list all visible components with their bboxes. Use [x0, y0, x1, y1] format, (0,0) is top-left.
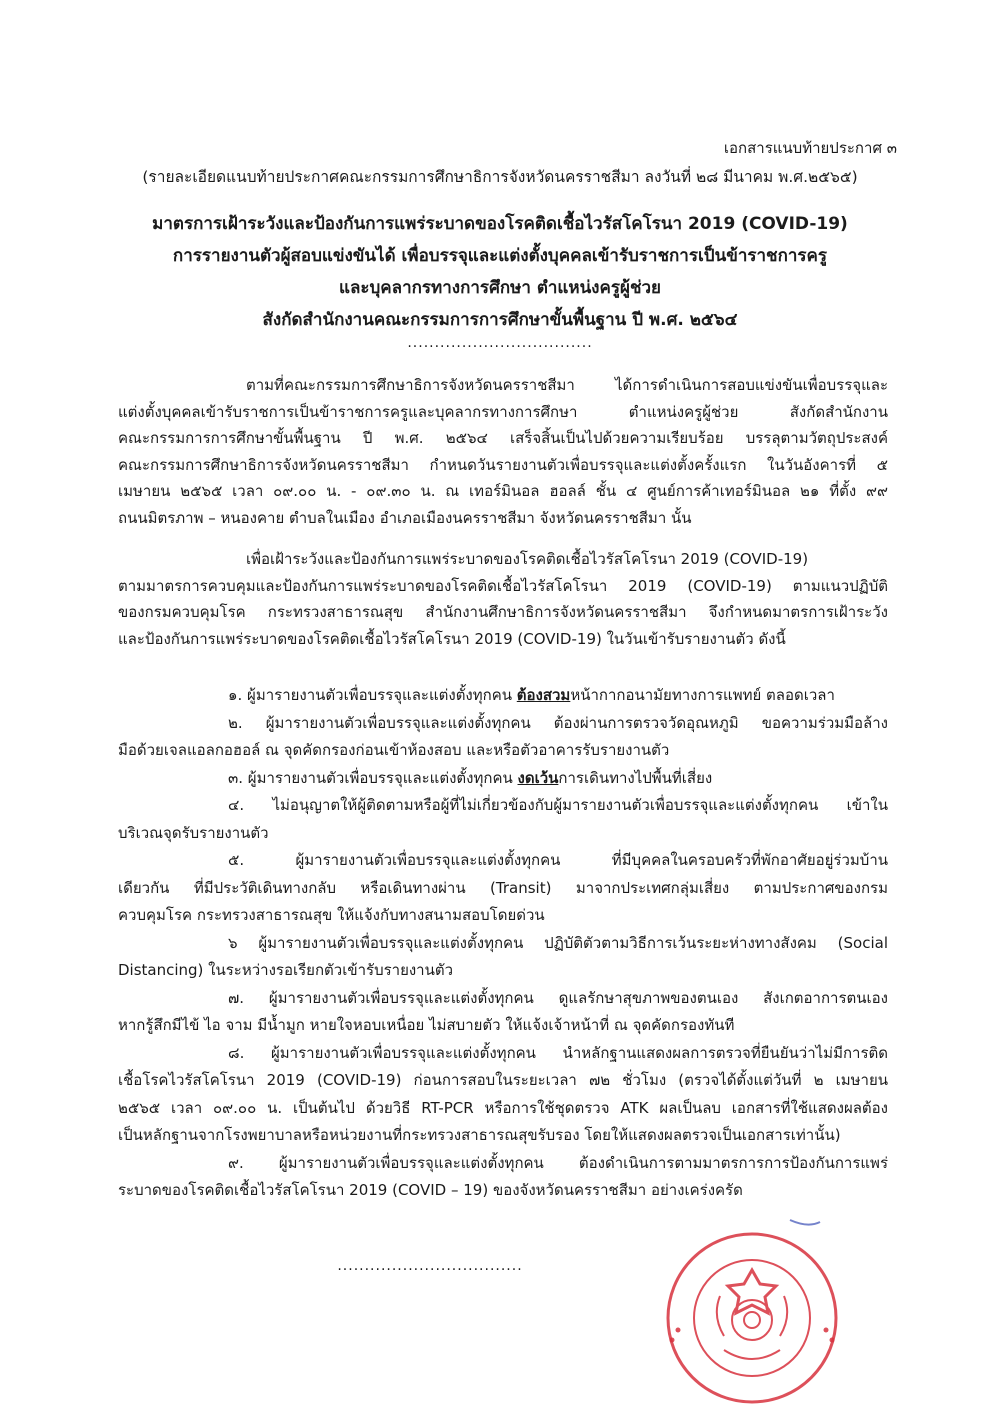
list-item: ๘. ผู้มารายงานตัวเพื่อบรรจุและแต่งตั้งทุกคน นำหลักฐานแสดงผลการตรวจที่ยืนยันว่าไม่มีการติด เชื้อโรคไวรัสโคโรนา 2019 (COVID-19) ก่อนการสอบในระยะเวลา ๗๒ ชั่วโมง (ตรวจได้ตั้งแต่วันที่ ๒ เมษายน ๒๕๖๕ เวลา ๐๙.๐๐ น. เป็นต้นไป ด้วยวิธี RT-PCR หรือการใช้ชุดตรวจ ATK ผลเป็นลบ เอกสารที่ใช้แสดงผลต้อง เป็นหลักฐานจากโรงพยาบาลหรือหน่วยงานที่กระทรวงสาธารณสุขรับรอง โดยให้แสดงผลตรวจเป็นเอกสารเท่านั้น): [118, 1043, 888, 1144]
intro-line: ถนนมิตรภาพ – หนองคาย ตำบลในเมือง อำเภอเมืองนครราชสีมา จังหวัดนครราชสีมา นั้น: [118, 508, 692, 527]
purpose-line: ของกรมควบคุมโรค กระทรวงสาธารณสุข สำนักงานศึกษาธิการจังหวัดนครราชสีมา จึงกำหนดมาตรการเฝ้าระวัง: [118, 603, 888, 621]
emphasis-refrain: งดเว้น: [517, 768, 559, 787]
purpose-line: ตามมาตรการควบคุมและป้องกันการแพร่ระบาดของโรคติดเชื้อไวรัสโคโรนา 2019 (COVID-19) ตามแนวปฏิบัติ: [118, 576, 888, 595]
list-item: ๖ ผู้มารายงานตัวเพื่อบรรจุและแต่งตั้งทุกคน ปฏิบัติตัวตามวิธีการเว้นระยะห่างทางสังคม (Social Distancing) ในระหว่างรอเรียกตัวเข้ารับรายงานตัว: [118, 933, 888, 979]
emphasis-must-wear: ต้องสวม: [516, 686, 571, 704]
title-line-4: สังกัดสำนักงานคณะกรรมการการศึกษาขั้นพื้นฐาน ปี พ.ศ. ๒๕๖๔: [262, 310, 738, 330]
purpose-paragraph: [118, 546, 888, 652]
footer-divider: ..................................: [337, 1258, 523, 1274]
title-line-2: การรายงานตัวผู้สอบแข่งขันได้ เพื่อบรรจุและแต่งตั้งบุคคลเข้ารับราชการเป็นข้าราชการครู: [172, 246, 828, 266]
list-item: ๙. ผู้มารายงานตัวเพื่อบรรจุและแต่งตั้งทุกคน ต้องดำเนินการตามมาตรการการป้องกันการแพร่ ระบาดของโรคติดเชื้อไวรัสโคโรนา 2019 (COVID – 19) ของจังหวัดนครราชสีมา อย่างเคร่งครัด: [118, 1153, 888, 1199]
intro-line: เมษายน ๒๕๖๕ เวลา ๐๙.๐๐ น. - ๐๙.๓๐ น. ณ เทอร์มินอล ฮอลล์ ชั้น ๔ ศูนย์การค้าเทอร์มินอล ๒๑ ที่ตั้ง ๙๙: [118, 482, 888, 500]
intro-line: ตามที่คณะกรรมการศึกษาธิการจังหวัดนครราชสีมา ได้การดำเนินการสอบแข่งขันเพื่อบรรจุและ: [246, 376, 888, 394]
list-item: ๗. ผู้มารายงานตัวเพื่อบรรจุและแต่งตั้งทุกคน ดูแลรักษาสุขภาพของตนเอง สังเกตอาการตนเอง หากรู้สึกมีไข้ ไอ จาม มีน้ำมูก หายใจหอบเหนื่อย ไม่สบายตัว ให้แจ้งเจ้าหน้าที่ ณ จุดคัดกรองทันที: [118, 988, 888, 1034]
purpose-line: เพื่อเฝ้าระวังและป้องกันการแพร่ระบาดของโรคติดเชื้อไวรัสโคโรนา 2019 (COVID-19): [246, 550, 809, 568]
list-item: ๕. ผู้มารายงานตัวเพื่อบรรจุและแต่งตั้งทุกคน ที่มีบุคคลในครอบครัวที่พักอาศัยอยู่ร่วมบ้าน เดียวกัน ที่มีประวัติเดินทางกลับ หรือเดินทางผ่าน (Transit) มาจากประเทศกลุ่มเสี่ยง ตามประกาศของกรม ควบคุมโรค กระทรวงสาธารณสุข ให้แจ้งกับทางสนามสอบโดยด่วน: [118, 851, 888, 924]
intro-line: แต่งตั้งบุคคลเข้ารับราชการเป็นข้าราชการครูและบุคลากรทางการศึกษา ตำแหน่งครูผู้ช่วย สังกัดสำนักงาน: [118, 402, 888, 421]
purpose-line: และป้องกันการแพร่ระบาดของโรคติดเชื้อไวรัสโคโรนา 2019 (COVID-19) ในวันเข้ารับรายงานตัว ดังนี้: [118, 629, 786, 648]
intro-paragraph: [118, 372, 888, 531]
annex-reference: เอกสารแนบท้ายประกาศ ๓: [723, 139, 897, 157]
intro-line: คณะกรรมการการศึกษาขั้นพื้นฐาน ปี พ.ศ. ๒๕๖๔ เสร็จสิ้นเป็นไปด้วยความเรียบร้อย บรรลุตามวัตถุประสงค์: [118, 429, 888, 447]
title-divider: ..................................: [407, 335, 593, 351]
list-item: ๓. ผู้มารายงานตัวเพื่อบรรจุและแต่งตั้งทุกคน งดเว้นการเดินทางไปพื้นที่เสี่ยง: [228, 768, 713, 787]
document-subtitle: (รายละเอียดแนบท้ายประกาศคณะกรรมการศึกษาธิการจังหวัดนครราชสีมา ลงวันที่ ๒๘ มีนาคม พ.ศ.๒๕๖๕): [142, 168, 858, 186]
document-title: [0, 208, 1000, 336]
title-line-3: และบุคลากรทางการศึกษา ตำแหน่งครูผู้ช่วย: [338, 278, 661, 298]
intro-line: คณะกรรมการศึกษาธิการจังหวัดนครราชสีมา กำหนดวันรายงานตัวเพื่อบรรจุและแต่งตั้งครั้งแรก ในวันอังคารที่ ๕: [118, 455, 888, 474]
title-line-1: มาตรการเฝ้าระวังและป้องกันการแพร่ระบาดของโรคติดเชื้อไวรัสโคโรนา 2019 (COVID-19): [152, 214, 848, 234]
list-item: ๑. ผู้มารายงานตัวเพื่อบรรจุและแต่งตั้งทุกคน ต้องสวมหน้ากากอนามัยทางการแพทย์ ตลอดเวลา: [228, 686, 835, 704]
list-item: ๔. ไม่อนุญาตให้ผู้ติดตามหรือผู้ที่ไม่เกี่ยวข้องกับผู้มารายงานตัวเพื่อบรรจุและแต่งตั้งทุกคน เข้าใน บริเวณจุดรับรายงานตัว: [118, 796, 888, 842]
list-item: ๒. ผู้มารายงานตัวเพื่อบรรจุและแต่งตั้งทุกคน ต้องผ่านการตรวจวัดอุณหภูมิ ขอความร่วมมือล้าง มือด้วยเจลแอลกอฮอล์ ณ จุดคัดกรองก่อนเข้าห้องสอบ และหรือตัวอาคารรับรายงานตัว: [118, 713, 888, 759]
measures-list: [118, 682, 888, 1205]
official-seal-stamp: [640, 1200, 860, 1406]
